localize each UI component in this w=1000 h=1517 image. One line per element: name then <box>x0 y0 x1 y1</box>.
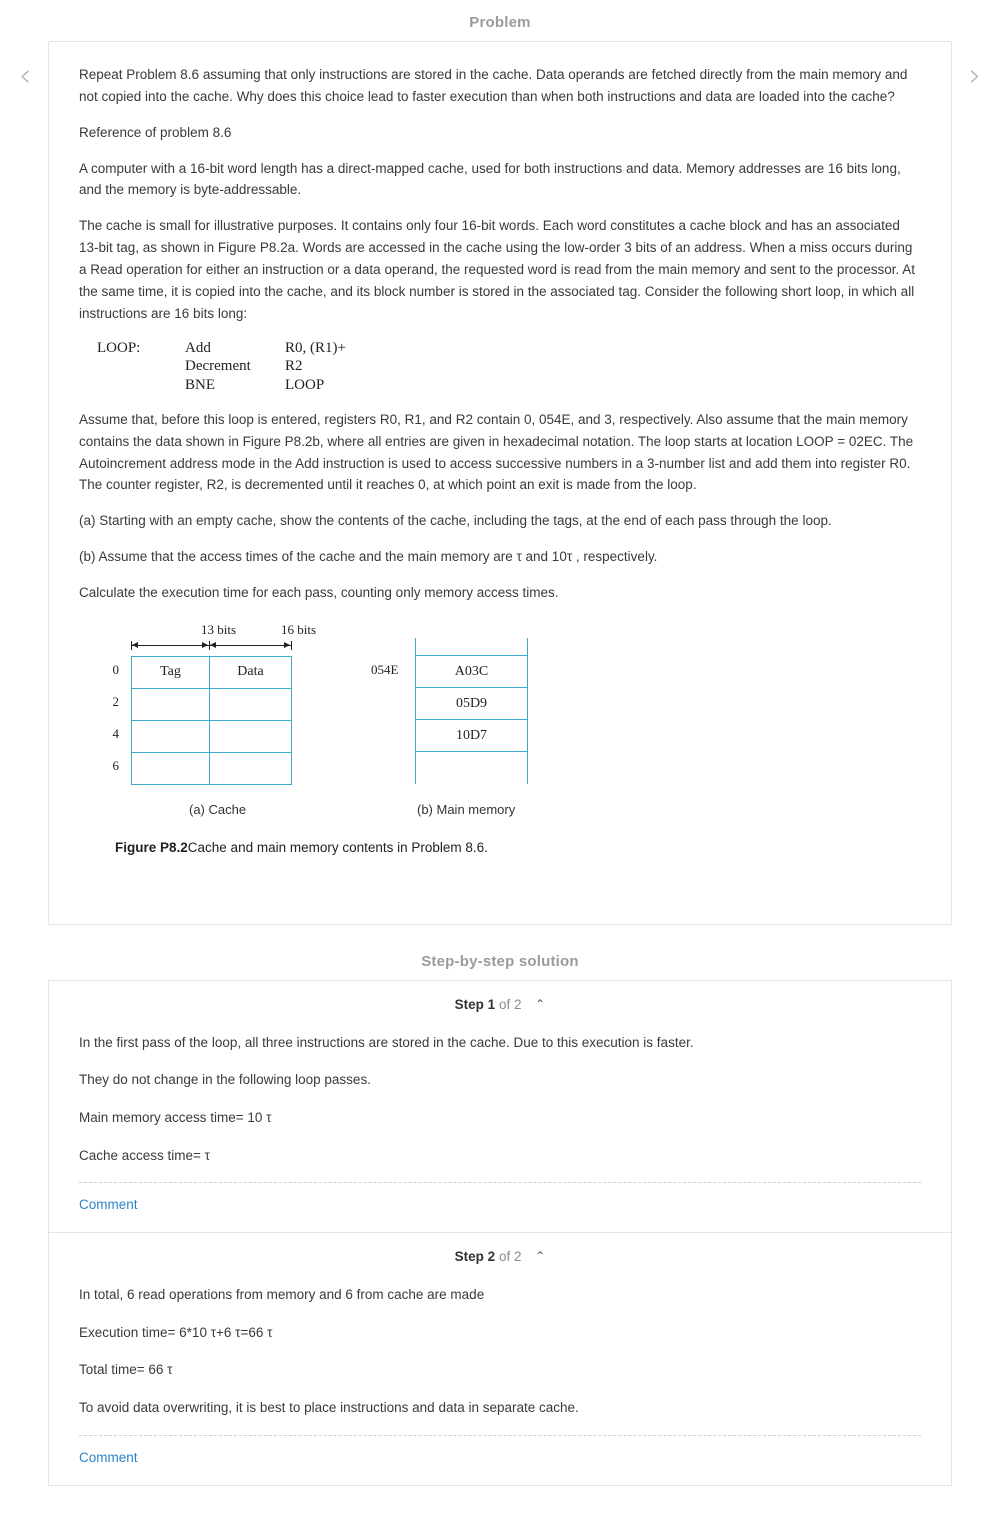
chevron-up-icon[interactable]: ⌃ <box>535 996 546 1011</box>
dim-arrow-left <box>132 642 138 648</box>
step-2-of: of 2 <box>498 1249 522 1265</box>
problem-paragraph: The cache is small for illustrative purposes. It contains only four 16-bit words. Each word constitutes a cache block and has an associated 13-bit tag, as shown in Figure P8.2a. Words are accessed in the cache using the low-order 3 bits of an address. When a miss occurs during a Read operation for either an instruction or a data operand, the requested word is read from the main memory and sent to the processor. At the same time, it is copied into the cache, and its block number is stored in the associated tag. Consider the following short loop, in which all instructions are 16 bits long: <box>79 218 915 321</box>
dim-arrow-right <box>202 642 208 648</box>
figure-caption-text: Cache and main memory contents in Problem 8.6. <box>187 839 488 855</box>
code-line <box>97 376 921 395</box>
assembly-code-block <box>97 339 921 395</box>
step-line: Main memory access time= 10 τ <box>79 1110 272 1126</box>
step-1-card <box>48 980 952 1232</box>
problem-card <box>48 41 952 925</box>
code-operand: LOOP <box>285 377 325 394</box>
figure-number-caption <box>115 840 488 855</box>
step-line: Cache access time= τ <box>79 1147 211 1163</box>
cache-cell <box>132 720 210 752</box>
memory-cell-empty <box>416 638 528 656</box>
memory-cell: 05D9 <box>416 688 528 720</box>
figure-p8-2 <box>79 622 921 892</box>
solution-section-title: Step-by-step solution <box>421 952 579 970</box>
comment-link[interactable]: Comment <box>79 1197 138 1213</box>
step-2-comment-wrap <box>49 1436 951 1485</box>
problem-body <box>49 42 951 924</box>
problem-reference-label: Reference of problem 8.6 <box>79 124 232 140</box>
cache-cell <box>132 688 210 720</box>
main-memory-table <box>415 638 528 784</box>
code-mnemonic: Add <box>185 339 211 356</box>
problem-paragraph: Repeat Problem 8.6 assuming that only instructions are stored in the cache. Data operands are fetched directly from the main memory and not copied into the cache. Why does this choice lead to faster execution than when both instructions and data are loaded into the cache? <box>79 67 908 104</box>
figure-caption-a: (a) Cache <box>189 801 247 817</box>
figure-caption-b: (b) Main memory <box>417 801 516 817</box>
chevron-right-icon[interactable]: › <box>968 56 982 94</box>
problem-paragraph: Assume that, before this loop is entered, registers R0, R1, and R2 contain 0, 054E, and 3, respectively. Also assume that the main memory contains the data shown in Figure P8.2b, where all entries are given in hexadecimal notation. The loop starts at location LOOP = 02EC. The Autoincrement address mode in the Add instruction is used to access successive numbers in a 3-number list and add them into register R0. The counter register, R2, is decremented until it reaches 0, at which point an exit is made from the loop. <box>79 411 914 493</box>
step-line: To avoid data overwriting, it is best to place instructions and data in separate cache. <box>79 1400 579 1416</box>
step-2-card <box>48 1232 952 1485</box>
figure-number: Figure P8.2 <box>115 839 188 855</box>
table-row <box>416 720 528 752</box>
table-row <box>416 638 528 656</box>
step-2-header[interactable] <box>49 1233 951 1278</box>
table-row <box>132 656 292 688</box>
dim-line <box>209 645 291 646</box>
step-2-number: Step 2 <box>454 1249 496 1265</box>
figure-bits-label-16: 16 bits <box>281 621 317 637</box>
step-1-of: of 2 <box>498 996 522 1012</box>
step-line: They do not change in the following loop passes. <box>79 1072 371 1088</box>
step-line: In the first pass of the loop, all three instructions are stored in the cache. Due to this execution is faster. <box>79 1034 694 1050</box>
code-line <box>97 339 921 358</box>
step-1-body <box>49 1026 951 1166</box>
code-operand: R0, (R1)+ <box>285 339 346 356</box>
cache-row-index: 2 <box>112 693 119 709</box>
memory-cell: A03C <box>416 656 528 688</box>
cache-row-index: 4 <box>112 725 119 741</box>
code-line <box>97 357 921 376</box>
problem-paragraph: A computer with a 16-bit word length has a direct-mapped cache, used for both instructions and data. Memory addresses are 16 bits long, and the memory is byte-addressable. <box>79 160 901 198</box>
comment-link[interactable]: Comment <box>79 1449 138 1465</box>
problem-section-title: Problem <box>469 14 531 31</box>
step-line: Execution time= 6*10 τ+6 τ=66 τ <box>79 1324 273 1340</box>
step-line: Total time= 66 τ <box>79 1362 173 1378</box>
cache-row-index: 0 <box>112 661 119 677</box>
problem-part-a: (a) Starting with an empty cache, show the contents of the cache, including the tags, at the end of each pass through the loop. <box>79 513 832 529</box>
step-1-comment-wrap <box>49 1183 951 1232</box>
table-row <box>132 688 292 720</box>
code-label <box>97 376 185 395</box>
cache-cell <box>132 752 210 784</box>
table-row <box>132 752 292 784</box>
memory-cell: 10D7 <box>416 720 528 752</box>
step-2-body <box>49 1278 951 1418</box>
chevron-up-icon[interactable]: ⌃ <box>535 1249 546 1264</box>
dim-tick <box>291 641 292 650</box>
code-operand: R2 <box>285 358 303 375</box>
code-mnemonic: Decrement <box>185 358 251 375</box>
cache-table <box>131 656 292 785</box>
cache-cell <box>210 752 292 784</box>
table-row <box>416 752 528 784</box>
memory-cell-empty <box>416 752 528 784</box>
cache-header-data: Data <box>210 656 292 688</box>
dim-line <box>131 645 209 646</box>
step-line: In total, 6 read operations from memory and 6 from cache are made <box>79 1287 485 1303</box>
cache-header-tag: Tag <box>132 656 210 688</box>
problem-paragraph: Calculate the execution time for each pass, counting only memory access times. <box>79 585 559 600</box>
step-1-number: Step 1 <box>454 996 496 1012</box>
table-row <box>132 720 292 752</box>
code-label <box>97 357 185 376</box>
dim-arrow-right <box>284 642 290 648</box>
cache-row-index: 6 <box>112 757 119 773</box>
cache-cell <box>210 688 292 720</box>
chevron-left-icon[interactable]: ‹ <box>18 56 32 94</box>
step-1-header[interactable] <box>49 981 951 1026</box>
table-row <box>416 688 528 720</box>
figure-bits-label-13: 13 bits <box>201 621 237 637</box>
cache-cell <box>210 720 292 752</box>
table-row <box>416 656 528 688</box>
code-mnemonic: BNE <box>185 377 215 394</box>
problem-part-b: (b) Assume that the access times of the cache and the main memory are τ and 10τ , respectively. <box>79 549 658 565</box>
dim-arrow-left <box>210 642 216 648</box>
memory-address-label: 054E <box>371 661 399 677</box>
code-label: LOOP: <box>97 339 141 356</box>
